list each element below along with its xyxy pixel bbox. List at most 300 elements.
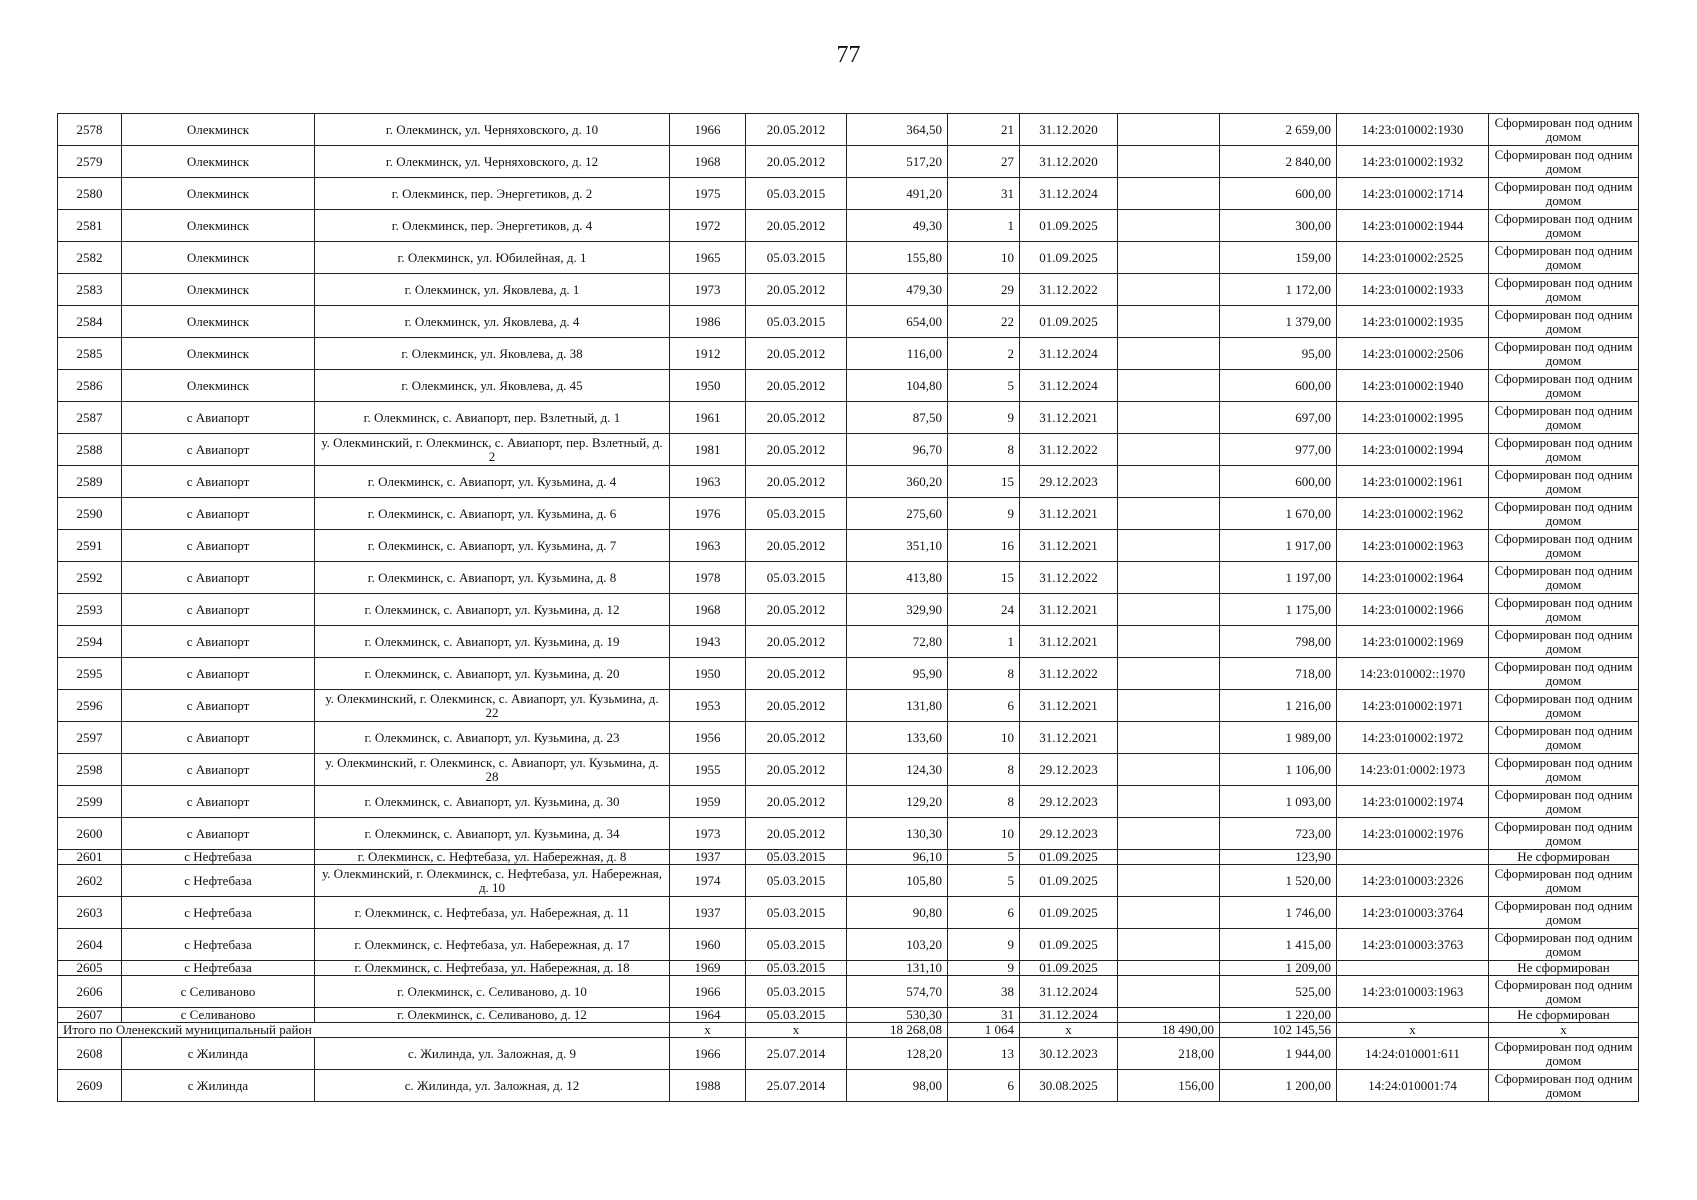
area-cell: 574,70 — [847, 976, 948, 1008]
row-number: 2603 — [58, 897, 122, 929]
amount2-cell: 600,00 — [1220, 466, 1337, 498]
row-number: 2591 — [58, 530, 122, 562]
cadastral-number-cell: 14:23:010002:2525 — [1337, 242, 1489, 274]
area-cell: 133,60 — [847, 722, 948, 754]
table-row — [58, 594, 1639, 626]
row-number: 2578 — [58, 114, 122, 146]
amount1-cell — [1118, 1008, 1220, 1023]
date-cell: 20.05.2012 — [746, 210, 847, 242]
area-cell: 155,80 — [847, 242, 948, 274]
date-cell: 05.03.2015 — [746, 1008, 847, 1023]
settlement-cell: с Авиапорт — [122, 402, 315, 434]
table-row — [58, 466, 1639, 498]
row-number: 2607 — [58, 1008, 122, 1023]
cadastral-number-cell: 14:23:010002:1714 — [1337, 178, 1489, 210]
table-row — [58, 402, 1639, 434]
area-cell: 491,20 — [847, 178, 948, 210]
date-cell: 20.05.2012 — [746, 786, 847, 818]
area-cell: 124,30 — [847, 754, 948, 786]
amount2-cell: 1 220,00 — [1220, 1008, 1337, 1023]
date-cell: 05.03.2015 — [746, 976, 847, 1008]
year-built-cell: 1966 — [670, 976, 746, 1008]
amount1-cell — [1118, 306, 1220, 338]
area-cell: 351,10 — [847, 530, 948, 562]
table-row — [58, 306, 1639, 338]
address-cell: г. Олекминск, с. Нефтебаза, ул. Набережная, д. 18 — [315, 961, 670, 976]
settlement-cell: Олекминск — [122, 338, 315, 370]
date-cell: 20.05.2012 — [746, 690, 847, 722]
residents-cell: 29 — [948, 274, 1020, 306]
amount1-cell — [1118, 434, 1220, 466]
year-built-cell: 1912 — [670, 338, 746, 370]
year-built-cell: 1988 — [670, 1070, 746, 1102]
status-cell: Сформирован под одним домом — [1489, 338, 1639, 370]
amount1-cell — [1118, 626, 1220, 658]
amount1-cell — [1118, 498, 1220, 530]
address-cell: с. Жилинда, ул. Заложная, д. 9 — [315, 1038, 670, 1070]
amount2-cell: 1 172,00 — [1220, 274, 1337, 306]
year-built-cell: 1937 — [670, 850, 746, 865]
status-cell: Не сформирован — [1489, 850, 1639, 865]
address-cell: г. Олекминск, с. Нефтебаза, ул. Набережная, д. 8 — [315, 850, 670, 865]
area-cell: 105,80 — [847, 865, 948, 897]
status-cell: Сформирован под одним домом — [1489, 530, 1639, 562]
date-cell: 20.05.2012 — [746, 530, 847, 562]
amount2-cell: 2 659,00 — [1220, 114, 1337, 146]
row-number: 2597 — [58, 722, 122, 754]
cadastral-number-cell — [1337, 961, 1489, 976]
cadastral-number-cell: 14:23:010002:1976 — [1337, 818, 1489, 850]
area-cell: 275,60 — [847, 498, 948, 530]
row-number: 2593 — [58, 594, 122, 626]
deadline-cell: 01.09.2025 — [1020, 865, 1118, 897]
area-cell: 329,90 — [847, 594, 948, 626]
residents-cell: 6 — [948, 1070, 1020, 1102]
cadastral-number-cell: 14:23:010002:1940 — [1337, 370, 1489, 402]
amount2-cell: 2 840,00 — [1220, 146, 1337, 178]
residents-cell: 8 — [948, 786, 1020, 818]
amount2-cell: 1 200,00 — [1220, 1070, 1337, 1102]
table-row — [58, 865, 1639, 897]
year-built-cell: 1975 — [670, 178, 746, 210]
row-number: 2582 — [58, 242, 122, 274]
row-number: 2587 — [58, 402, 122, 434]
status-cell: Сформирован под одним домом — [1489, 976, 1639, 1008]
date-cell: 20.05.2012 — [746, 722, 847, 754]
amount2-cell: 723,00 — [1220, 818, 1337, 850]
row-number: 2602 — [58, 865, 122, 897]
row-number: 2581 — [58, 210, 122, 242]
cadastral-number-cell: 14:23:010002:1966 — [1337, 594, 1489, 626]
status-cell: Сформирован под одним домом — [1489, 1070, 1639, 1102]
year-built-cell: 1986 — [670, 306, 746, 338]
cadastral-number-cell: 14:23:010002:1969 — [1337, 626, 1489, 658]
amount1-cell — [1118, 594, 1220, 626]
table-row — [58, 178, 1639, 210]
cadastral-number-cell: 14:23:010002:1930 — [1337, 114, 1489, 146]
address-cell: г. Олекминск, с. Селиваново, д. 10 — [315, 976, 670, 1008]
row-number: 2583 — [58, 274, 122, 306]
deadline-cell: 31.12.2022 — [1020, 434, 1118, 466]
area-cell: 128,20 — [847, 1038, 948, 1070]
status-cell: Сформирован под одним домом — [1489, 498, 1639, 530]
amount1-cell: 156,00 — [1118, 1070, 1220, 1102]
amount2-cell: 1 093,00 — [1220, 786, 1337, 818]
residents-cell: 9 — [948, 961, 1020, 976]
row-number: 2598 — [58, 754, 122, 786]
table-row — [58, 690, 1639, 722]
total-area-cell: 18 268,08 — [847, 1023, 948, 1038]
deadline-cell: 29.12.2023 — [1020, 818, 1118, 850]
total-label: Итого по Оленекский муниципальный район — [58, 1023, 670, 1038]
total-amount2-cell: 102 145,56 — [1220, 1023, 1337, 1038]
address-cell: г. Олекминск, с. Авиапорт, ул. Кузьмина, д. 19 — [315, 626, 670, 658]
area-cell: 364,50 — [847, 114, 948, 146]
year-built-cell: 1955 — [670, 754, 746, 786]
date-cell: 20.05.2012 — [746, 402, 847, 434]
deadline-cell: 01.09.2025 — [1020, 961, 1118, 976]
area-cell: 116,00 — [847, 338, 948, 370]
area-cell: 104,80 — [847, 370, 948, 402]
row-number: 2594 — [58, 626, 122, 658]
deadline-cell: 01.09.2025 — [1020, 210, 1118, 242]
cadastral-number-cell: 14:23:010002:1962 — [1337, 498, 1489, 530]
settlement-cell: с Жилинда — [122, 1038, 315, 1070]
amount2-cell: 1 670,00 — [1220, 498, 1337, 530]
address-cell: г. Олекминск, ул. Яковлева, д. 4 — [315, 306, 670, 338]
address-cell: у. Олекминский, г. Олекминск, с. Авиапорт, пер. Взлетный, д. 2 — [315, 434, 670, 466]
address-cell: г. Олекминск, ул. Яковлева, д. 45 — [315, 370, 670, 402]
amount1-cell — [1118, 178, 1220, 210]
settlement-cell: с Авиапорт — [122, 786, 315, 818]
date-cell: 05.03.2015 — [746, 929, 847, 961]
date-cell: 20.05.2012 — [746, 114, 847, 146]
cadastral-number-cell: 14:23:010002:1974 — [1337, 786, 1489, 818]
area-cell: 479,30 — [847, 274, 948, 306]
date-cell: 20.05.2012 — [746, 658, 847, 690]
address-cell: г. Олекминск, ул. Яковлева, д. 1 — [315, 274, 670, 306]
table-body — [58, 114, 1639, 1102]
date-cell: 05.03.2015 — [746, 961, 847, 976]
area-cell: 96,70 — [847, 434, 948, 466]
deadline-cell: 31.12.2020 — [1020, 146, 1118, 178]
settlement-cell: Олекминск — [122, 370, 315, 402]
address-cell: г. Олекминск, с. Авиапорт, ул. Кузьмина, д. 23 — [315, 722, 670, 754]
residents-cell: 8 — [948, 434, 1020, 466]
deadline-cell: 01.09.2025 — [1020, 897, 1118, 929]
cadastral-number-cell: 14:23:010003:1963 — [1337, 976, 1489, 1008]
amount2-cell: 1 746,00 — [1220, 897, 1337, 929]
amount1-cell — [1118, 897, 1220, 929]
area-cell: 130,30 — [847, 818, 948, 850]
amount2-cell: 300,00 — [1220, 210, 1337, 242]
date-cell: 20.05.2012 — [746, 338, 847, 370]
residents-cell: 10 — [948, 242, 1020, 274]
residents-cell: 16 — [948, 530, 1020, 562]
amount2-cell: 159,00 — [1220, 242, 1337, 274]
status-cell: Сформирован под одним домом — [1489, 929, 1639, 961]
status-cell: Сформирован под одним домом — [1489, 370, 1639, 402]
amount1-cell — [1118, 850, 1220, 865]
year-built-cell: 1943 — [670, 626, 746, 658]
row-number: 2586 — [58, 370, 122, 402]
deadline-cell: 31.12.2021 — [1020, 626, 1118, 658]
residents-cell: 5 — [948, 850, 1020, 865]
year-built-cell: 1978 — [670, 562, 746, 594]
amount2-cell: 525,00 — [1220, 976, 1337, 1008]
year-built-cell: 1981 — [670, 434, 746, 466]
year-built-cell: 1973 — [670, 818, 746, 850]
total-date-cell: x — [746, 1023, 847, 1038]
row-number: 2604 — [58, 929, 122, 961]
year-built-cell: 1960 — [670, 929, 746, 961]
area-cell: 95,90 — [847, 658, 948, 690]
year-built-cell: 1969 — [670, 961, 746, 976]
year-built-cell: 1956 — [670, 722, 746, 754]
cadastral-number-cell: 14:23:010002:1994 — [1337, 434, 1489, 466]
settlement-cell: с Авиапорт — [122, 690, 315, 722]
deadline-cell: 31.12.2021 — [1020, 498, 1118, 530]
settlement-cell: с Нефтебаза — [122, 929, 315, 961]
table-row — [58, 242, 1639, 274]
deadline-cell: 31.12.2024 — [1020, 178, 1118, 210]
status-cell: Сформирован под одним домом — [1489, 754, 1639, 786]
year-built-cell: 1976 — [670, 498, 746, 530]
date-cell: 20.05.2012 — [746, 146, 847, 178]
settlement-cell: с Нефтебаза — [122, 961, 315, 976]
cadastral-number-cell — [1337, 850, 1489, 865]
status-cell: Сформирован под одним домом — [1489, 306, 1639, 338]
date-cell: 05.03.2015 — [746, 178, 847, 210]
address-cell: г. Олекминск, с. Нефтебаза, ул. Набережная, д. 11 — [315, 897, 670, 929]
area-cell: 654,00 — [847, 306, 948, 338]
area-cell: 96,10 — [847, 850, 948, 865]
deadline-cell: 01.09.2025 — [1020, 850, 1118, 865]
date-cell: 05.03.2015 — [746, 242, 847, 274]
status-cell: Сформирован под одним домом — [1489, 897, 1639, 929]
amount1-cell — [1118, 976, 1220, 1008]
cadastral-number-cell: 14:23:010002:1964 — [1337, 562, 1489, 594]
area-cell: 517,20 — [847, 146, 948, 178]
row-number: 2601 — [58, 850, 122, 865]
deadline-cell: 31.12.2020 — [1020, 114, 1118, 146]
cadastral-number-cell: 14:24:010001:74 — [1337, 1070, 1489, 1102]
settlement-cell: Олекминск — [122, 178, 315, 210]
area-cell: 98,00 — [847, 1070, 948, 1102]
residents-cell: 8 — [948, 754, 1020, 786]
area-cell: 129,20 — [847, 786, 948, 818]
year-built-cell: 1959 — [670, 786, 746, 818]
residents-cell: 24 — [948, 594, 1020, 626]
amount1-cell — [1118, 754, 1220, 786]
status-cell: Сформирован под одним домом — [1489, 178, 1639, 210]
residents-cell: 22 — [948, 306, 1020, 338]
total-deadline-cell: x — [1020, 1023, 1118, 1038]
table-row — [58, 274, 1639, 306]
area-cell: 131,80 — [847, 690, 948, 722]
address-cell: г. Олекминск, пер. Энергетиков, д. 4 — [315, 210, 670, 242]
table-row — [58, 370, 1639, 402]
deadline-cell: 31.12.2024 — [1020, 1008, 1118, 1023]
table-row — [58, 786, 1639, 818]
amount1-cell — [1118, 274, 1220, 306]
amount1-cell — [1118, 865, 1220, 897]
address-cell: г. Олекминск, с. Авиапорт, ул. Кузьмина, д. 30 — [315, 786, 670, 818]
table-row — [58, 210, 1639, 242]
residents-cell: 8 — [948, 658, 1020, 690]
year-built-cell: 1965 — [670, 242, 746, 274]
amount1-cell — [1118, 242, 1220, 274]
status-cell: Сформирован под одним домом — [1489, 114, 1639, 146]
cadastral-number-cell: 14:23:010002:1972 — [1337, 722, 1489, 754]
residents-cell: 15 — [948, 562, 1020, 594]
amount1-cell — [1118, 658, 1220, 690]
residents-cell: 21 — [948, 114, 1020, 146]
year-built-cell: 1950 — [670, 370, 746, 402]
date-cell: 05.03.2015 — [746, 306, 847, 338]
year-built-cell: 1973 — [670, 274, 746, 306]
settlement-cell: с Авиапорт — [122, 530, 315, 562]
table-row — [58, 1008, 1639, 1023]
deadline-cell: 01.09.2025 — [1020, 929, 1118, 961]
amount2-cell: 1 944,00 — [1220, 1038, 1337, 1070]
row-number: 2588 — [58, 434, 122, 466]
amount1-cell — [1118, 210, 1220, 242]
table-row — [58, 114, 1639, 146]
table-row — [58, 530, 1639, 562]
deadline-cell: 31.12.2021 — [1020, 722, 1118, 754]
date-cell: 05.03.2015 — [746, 865, 847, 897]
year-built-cell: 1953 — [670, 690, 746, 722]
settlement-cell: с Авиапорт — [122, 434, 315, 466]
address-cell: г. Олекминск, с. Авиапорт, ул. Кузьмина, д. 34 — [315, 818, 670, 850]
amount2-cell: 600,00 — [1220, 178, 1337, 210]
residents-cell: 5 — [948, 370, 1020, 402]
total-row — [58, 1023, 1639, 1038]
date-cell: 05.03.2015 — [746, 498, 847, 530]
deadline-cell: 31.12.2024 — [1020, 338, 1118, 370]
amount1-cell — [1118, 818, 1220, 850]
area-cell: 131,10 — [847, 961, 948, 976]
cadastral-number-cell: 14:23:010002::1970 — [1337, 658, 1489, 690]
cadastral-number-cell: 14:24:010001:611 — [1337, 1038, 1489, 1070]
address-cell: у. Олекминский, г. Олекминск, с. Авиапорт, ул. Кузьмина, д. 22 — [315, 690, 670, 722]
settlement-cell: Олекминск — [122, 306, 315, 338]
residents-cell: 13 — [948, 1038, 1020, 1070]
amount2-cell: 1 989,00 — [1220, 722, 1337, 754]
address-cell: у. Олекминский, г. Олекминск, с. Авиапорт, ул. Кузьмина, д. 28 — [315, 754, 670, 786]
deadline-cell: 31.12.2022 — [1020, 562, 1118, 594]
settlement-cell: с Авиапорт — [122, 754, 315, 786]
status-cell: Сформирован под одним домом — [1489, 594, 1639, 626]
deadline-cell: 31.12.2021 — [1020, 530, 1118, 562]
status-cell: Сформирован под одним домом — [1489, 274, 1639, 306]
amount1-cell — [1118, 466, 1220, 498]
settlement-cell: Олекминск — [122, 210, 315, 242]
address-cell: г. Олекминск, с. Авиапорт, ул. Кузьмина, д. 7 — [315, 530, 670, 562]
status-cell: Сформирован под одним домом — [1489, 242, 1639, 274]
date-cell: 20.05.2012 — [746, 370, 847, 402]
amount1-cell — [1118, 338, 1220, 370]
date-cell: 25.07.2014 — [746, 1038, 847, 1070]
table-row — [58, 1038, 1639, 1070]
year-built-cell: 1963 — [670, 466, 746, 498]
residents-cell: 1 — [948, 210, 1020, 242]
address-cell: г. Олекминск, пер. Энергетиков, д. 2 — [315, 178, 670, 210]
table-row — [58, 658, 1639, 690]
settlement-cell: с Селиваново — [122, 1008, 315, 1023]
row-number: 2589 — [58, 466, 122, 498]
row-number: 2599 — [58, 786, 122, 818]
amount2-cell: 1 197,00 — [1220, 562, 1337, 594]
status-cell: Сформирован под одним домом — [1489, 818, 1639, 850]
amount2-cell: 798,00 — [1220, 626, 1337, 658]
date-cell: 20.05.2012 — [746, 274, 847, 306]
year-built-cell: 1972 — [670, 210, 746, 242]
area-cell: 90,80 — [847, 897, 948, 929]
status-cell: Сформирован под одним домом — [1489, 434, 1639, 466]
settlement-cell: Олекминск — [122, 242, 315, 274]
deadline-cell: 30.12.2023 — [1020, 1038, 1118, 1070]
amount1-cell — [1118, 722, 1220, 754]
date-cell: 05.03.2015 — [746, 850, 847, 865]
date-cell: 25.07.2014 — [746, 1070, 847, 1102]
table-row — [58, 434, 1639, 466]
area-cell: 49,30 — [847, 210, 948, 242]
cadastral-number-cell: 14:23:010002:1933 — [1337, 274, 1489, 306]
deadline-cell: 30.08.2025 — [1020, 1070, 1118, 1102]
row-number: 2609 — [58, 1070, 122, 1102]
area-cell: 530,30 — [847, 1008, 948, 1023]
residents-cell: 31 — [948, 1008, 1020, 1023]
year-built-cell: 1966 — [670, 114, 746, 146]
row-number: 2606 — [58, 976, 122, 1008]
settlement-cell: с Нефтебаза — [122, 897, 315, 929]
date-cell: 20.05.2012 — [746, 594, 847, 626]
amount2-cell: 1 415,00 — [1220, 929, 1337, 961]
settlement-cell: с Авиапорт — [122, 626, 315, 658]
row-number: 2580 — [58, 178, 122, 210]
date-cell: 05.03.2015 — [746, 562, 847, 594]
deadline-cell: 01.09.2025 — [1020, 306, 1118, 338]
date-cell: 20.05.2012 — [746, 466, 847, 498]
deadline-cell: 31.12.2024 — [1020, 976, 1118, 1008]
address-cell: с. Жилинда, ул. Заложная, д. 12 — [315, 1070, 670, 1102]
row-number: 2590 — [58, 498, 122, 530]
row-number: 2579 — [58, 146, 122, 178]
cadastral-number-cell: 14:23:010002:1961 — [1337, 466, 1489, 498]
amount1-cell — [1118, 929, 1220, 961]
status-cell: Сформирован под одним домом — [1489, 690, 1639, 722]
amount1-cell — [1118, 530, 1220, 562]
deadline-cell: 29.12.2023 — [1020, 466, 1118, 498]
amount2-cell: 1 917,00 — [1220, 530, 1337, 562]
amount1-cell — [1118, 562, 1220, 594]
settlement-cell: с Жилинда — [122, 1070, 315, 1102]
address-cell: г. Олекминск, с. Авиапорт, пер. Взлетный, д. 1 — [315, 402, 670, 434]
status-cell: Сформирован под одним домом — [1489, 210, 1639, 242]
area-cell: 72,80 — [847, 626, 948, 658]
residents-cell: 6 — [948, 690, 1020, 722]
year-built-cell: 1963 — [670, 530, 746, 562]
cadastral-number-cell — [1337, 1008, 1489, 1023]
amount2-cell: 1 379,00 — [1220, 306, 1337, 338]
row-number: 2592 — [58, 562, 122, 594]
page-number: 77 — [836, 42, 861, 68]
year-built-cell: 1961 — [670, 402, 746, 434]
residents-cell: 15 — [948, 466, 1020, 498]
settlement-cell: Олекминск — [122, 274, 315, 306]
